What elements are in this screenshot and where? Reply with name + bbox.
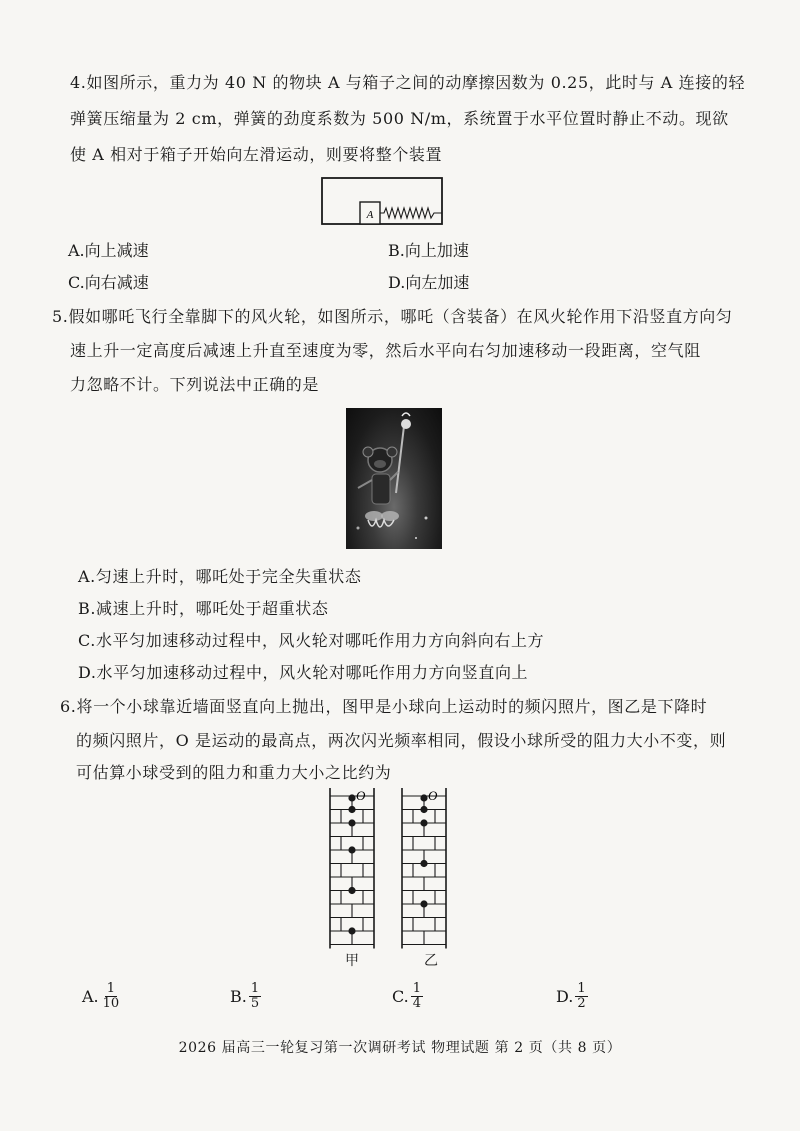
- q6-option-d-denominator: 2: [577, 996, 586, 1011]
- q6-option-c-denominator: 4: [412, 996, 422, 1011]
- q4-line-3: 使 A 相对于箱子开始向左滑运动，则要将整个装置: [70, 145, 443, 164]
- q4-option-c: C.向右减速: [68, 273, 149, 292]
- q6-option-d: [556, 982, 588, 1011]
- highest-point-label-yi: O: [428, 788, 438, 803]
- q5-line-2: 速上升一定高度后减速上升直至速度为零，然后水平向右匀加速移动一段距离，空气阻: [70, 341, 701, 360]
- q4-line-2: 弹簧压缩量为 2 cm，弹簧的劲度系数为 500 N/m，系统置于水平位置时静止不动。现欲: [70, 109, 729, 128]
- q6-option-d-letter: D.: [556, 987, 574, 1006]
- ball-jia-4: [348, 887, 355, 894]
- q6-option-c-letter: C.: [392, 987, 409, 1006]
- q6-option-c: [392, 982, 423, 1011]
- page-footer: 2026 届高三一轮复习第一次调研考试 物理试题 第 2 页（共 8 页）: [178, 1040, 622, 1056]
- q6-option-d-fraction: [575, 982, 587, 1011]
- ball-yi-3: [420, 860, 427, 867]
- ball-yi-0: [420, 794, 427, 801]
- ball-jia-3: [348, 846, 355, 853]
- q4-option-a: A.向上减速: [68, 241, 149, 260]
- q6-option-a-letter: A.: [82, 987, 99, 1006]
- q6-line-2: 的频闪照片，O 是运动的最高点，两次闪光频率相同，假设小球所受的阻力大小不变，则: [76, 731, 727, 750]
- q6-option-c-numerator: 1: [412, 981, 422, 996]
- nezha-photo: [346, 408, 442, 549]
- block-a-label: A: [366, 209, 374, 221]
- q6-line-3: 可估算小球受到的阻力和重力大小之比约为: [76, 763, 392, 782]
- caption-jia: 甲: [345, 953, 359, 969]
- ball-jia-2: [348, 819, 355, 826]
- q6-option-a-denominator: 10: [102, 996, 120, 1011]
- q6-option-b: [230, 982, 261, 1011]
- q6-option-b-letter: B.: [230, 987, 247, 1006]
- strobe-photo-diagram: [320, 788, 460, 950]
- ball-yi-2: [420, 819, 427, 826]
- q5-option-b: B.减速上升时，哪吒处于超重状态: [78, 599, 329, 618]
- q6-option-a-fraction: [101, 982, 122, 1011]
- q5-option-a: A.匀速上升时，哪吒处于完全失重状态: [78, 567, 362, 586]
- q6-option-a: [82, 982, 121, 1011]
- q5-option-d: D.水平匀加速移动过程中，风火轮对哪吒作用力方向竖直向上: [78, 663, 529, 682]
- q6-option-b-fraction: [249, 982, 261, 1011]
- box-spring-diagram: [318, 174, 448, 230]
- ball-jia-5: [348, 927, 355, 934]
- q4-option-d: D.向左加速: [388, 273, 470, 292]
- highest-point-label-jia: O: [356, 788, 366, 803]
- q6-option-b-denominator: 5: [250, 996, 260, 1011]
- ball-yi-1: [420, 806, 427, 813]
- q4-line-1: 4.如图所示，重力为 40 N 的物块 A 与箱子之间的动摩擦因数为 0.25，此时与 A 连接的轻: [70, 73, 746, 92]
- caption-yi: 乙: [424, 953, 438, 969]
- q5-line-3: 力忽略不计。下列说法中正确的是: [70, 375, 320, 394]
- ball-jia-1: [348, 806, 355, 813]
- q6-option-c-fraction: [411, 982, 423, 1011]
- q5-option-c: C.水平匀加速移动过程中，风火轮对哪吒作用力方向斜向右上方: [78, 631, 545, 650]
- q6-option-a-numerator: 1: [106, 981, 116, 996]
- ball-yi-4: [420, 900, 427, 907]
- q5-line-1: 5.假如哪吒飞行全靠脚下的风火轮，如图所示，哪吒（含装备）在风火轮作用下沿竖直方向匀: [52, 307, 733, 326]
- q6-line-1: 6.将一个小球靠近墙面竖直向上抛出，图甲是小球向上运动时的频闪照片，图乙是下降时: [60, 697, 708, 716]
- ball-jia-0: [348, 794, 355, 801]
- q6-option-d-numerator: 1: [577, 981, 586, 996]
- q6-option-b-numerator: 1: [250, 981, 260, 996]
- q4-option-b: B.向上加速: [388, 241, 469, 260]
- box-outline: [322, 178, 442, 224]
- spring: [380, 208, 442, 218]
